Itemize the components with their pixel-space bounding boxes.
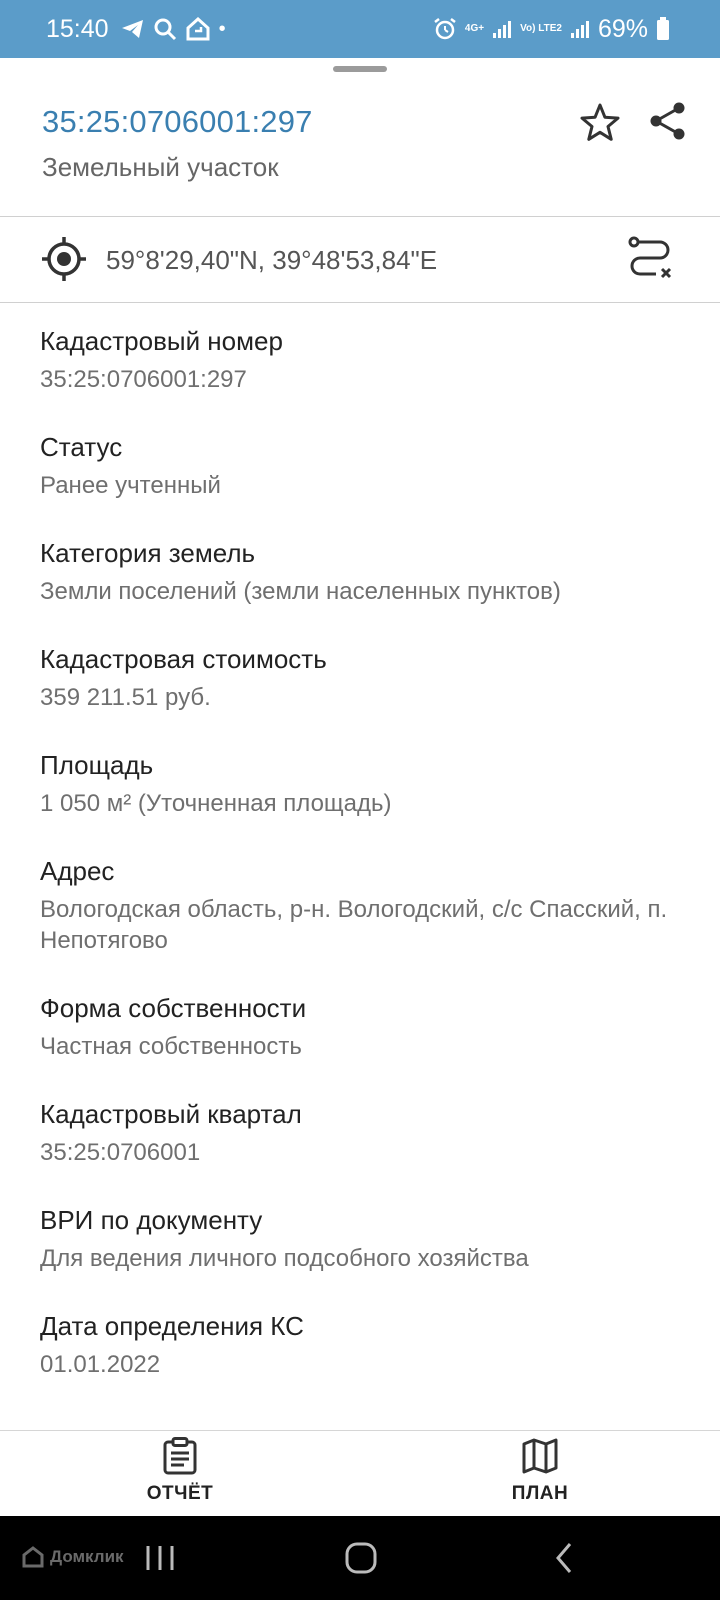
signal-icon (492, 19, 512, 39)
net-4g-label: 4G+ (464, 23, 485, 34)
route-clear-icon (626, 235, 674, 283)
field-value: Для ведения личного подсобного хозяйства (40, 1245, 529, 1272)
share-icon (646, 100, 690, 144)
domclick-logo-icon (22, 1546, 44, 1568)
coordinates-text[interactable]: 59°8'29,40"N, 39°48'53,84"E (106, 245, 438, 275)
status-left (46, 15, 226, 44)
recent-apps-icon (136, 1538, 186, 1578)
field-label: Форма собственности (40, 993, 307, 1023)
field-value: Ранее учтенный (40, 472, 221, 499)
field-cadastral-value (40, 640, 700, 713)
field-land-category (40, 534, 700, 607)
status-bar (0, 0, 720, 58)
star-icon (578, 100, 622, 144)
field-label: Дата определения КС (40, 1311, 304, 1341)
report-button[interactable] (110, 1437, 250, 1513)
plan-button[interactable] (470, 1437, 610, 1513)
battery-icon (656, 17, 670, 41)
alarm-icon (433, 17, 457, 41)
plan-label: ПЛАН (511, 1483, 569, 1504)
home-button[interactable] (336, 1538, 386, 1578)
field-value: 1 050 м² (Уточненная площадь) (40, 790, 392, 817)
signal-icon-2 (570, 19, 590, 39)
telegram-icon (121, 18, 145, 40)
map-icon (521, 1437, 559, 1475)
field-label: Кадастровый квартал (40, 1099, 302, 1129)
report-label: ОТЧЁТ (146, 1483, 214, 1504)
field-valuation-date (40, 1307, 700, 1380)
system-navigation-bar (0, 1516, 720, 1600)
watermark-text: Домклик (50, 1547, 124, 1566)
coordinates-divider (0, 302, 720, 303)
field-value: Частная собственность (40, 1033, 302, 1060)
field-address (40, 852, 700, 956)
field-label: ВРИ по документу (40, 1205, 263, 1235)
net-lte-label: Vo) LTE2 (520, 23, 562, 34)
field-value: Вологодская область, р-н. Вологодский, с/с Спасский, п. Непотягово (40, 896, 668, 954)
object-header (0, 86, 720, 216)
field-cadastral-quarter (40, 1095, 700, 1168)
field-ownership (40, 989, 700, 1062)
field-label: Статус (40, 432, 123, 462)
field-value: 359 211.51 руб. (40, 684, 211, 711)
field-value: Земли поселений (земли населенных пунктов) (40, 578, 561, 605)
search-icon (153, 17, 177, 41)
object-type-subtitle: Земельный участок (42, 152, 279, 182)
field-label: Кадастровый номер (40, 326, 283, 356)
sheet-drag-handle[interactable] (333, 66, 387, 72)
field-value: 01.01.2022 (40, 1351, 161, 1378)
field-area (40, 746, 700, 819)
cadastral-number-title: 35:25:0706001:297 (42, 104, 313, 139)
back-icon (540, 1538, 590, 1578)
favorite-button[interactable] (578, 100, 622, 144)
share-button[interactable] (646, 100, 690, 144)
object-fields (40, 322, 700, 1413)
status-time: 15:40 (46, 14, 109, 43)
battery-percent: 69% (597, 14, 648, 43)
route-clear-button[interactable] (626, 235, 674, 283)
bottom-action-bar (0, 1430, 720, 1516)
back-button[interactable] (540, 1538, 590, 1578)
field-cadastral-number (40, 322, 700, 395)
watermark (22, 1546, 124, 1568)
field-status (40, 428, 700, 501)
home-button-icon (336, 1538, 386, 1578)
field-value: 35:25:0706001 (40, 1139, 201, 1166)
field-label: Адрес (40, 856, 115, 886)
home-icon (185, 17, 211, 41)
status-right (433, 15, 670, 44)
field-label: Категория земель (40, 538, 256, 568)
report-icon (162, 1437, 198, 1475)
locate-icon[interactable] (40, 235, 88, 283)
recent-apps-button[interactable] (136, 1538, 186, 1578)
field-label: Кадастровая стоимость (40, 644, 327, 674)
field-permitted-use (40, 1201, 700, 1274)
field-value: 35:25:0706001:297 (40, 366, 247, 393)
notification-dot: • (218, 17, 226, 40)
field-label: Площадь (40, 750, 154, 780)
coordinates-row (0, 217, 720, 303)
